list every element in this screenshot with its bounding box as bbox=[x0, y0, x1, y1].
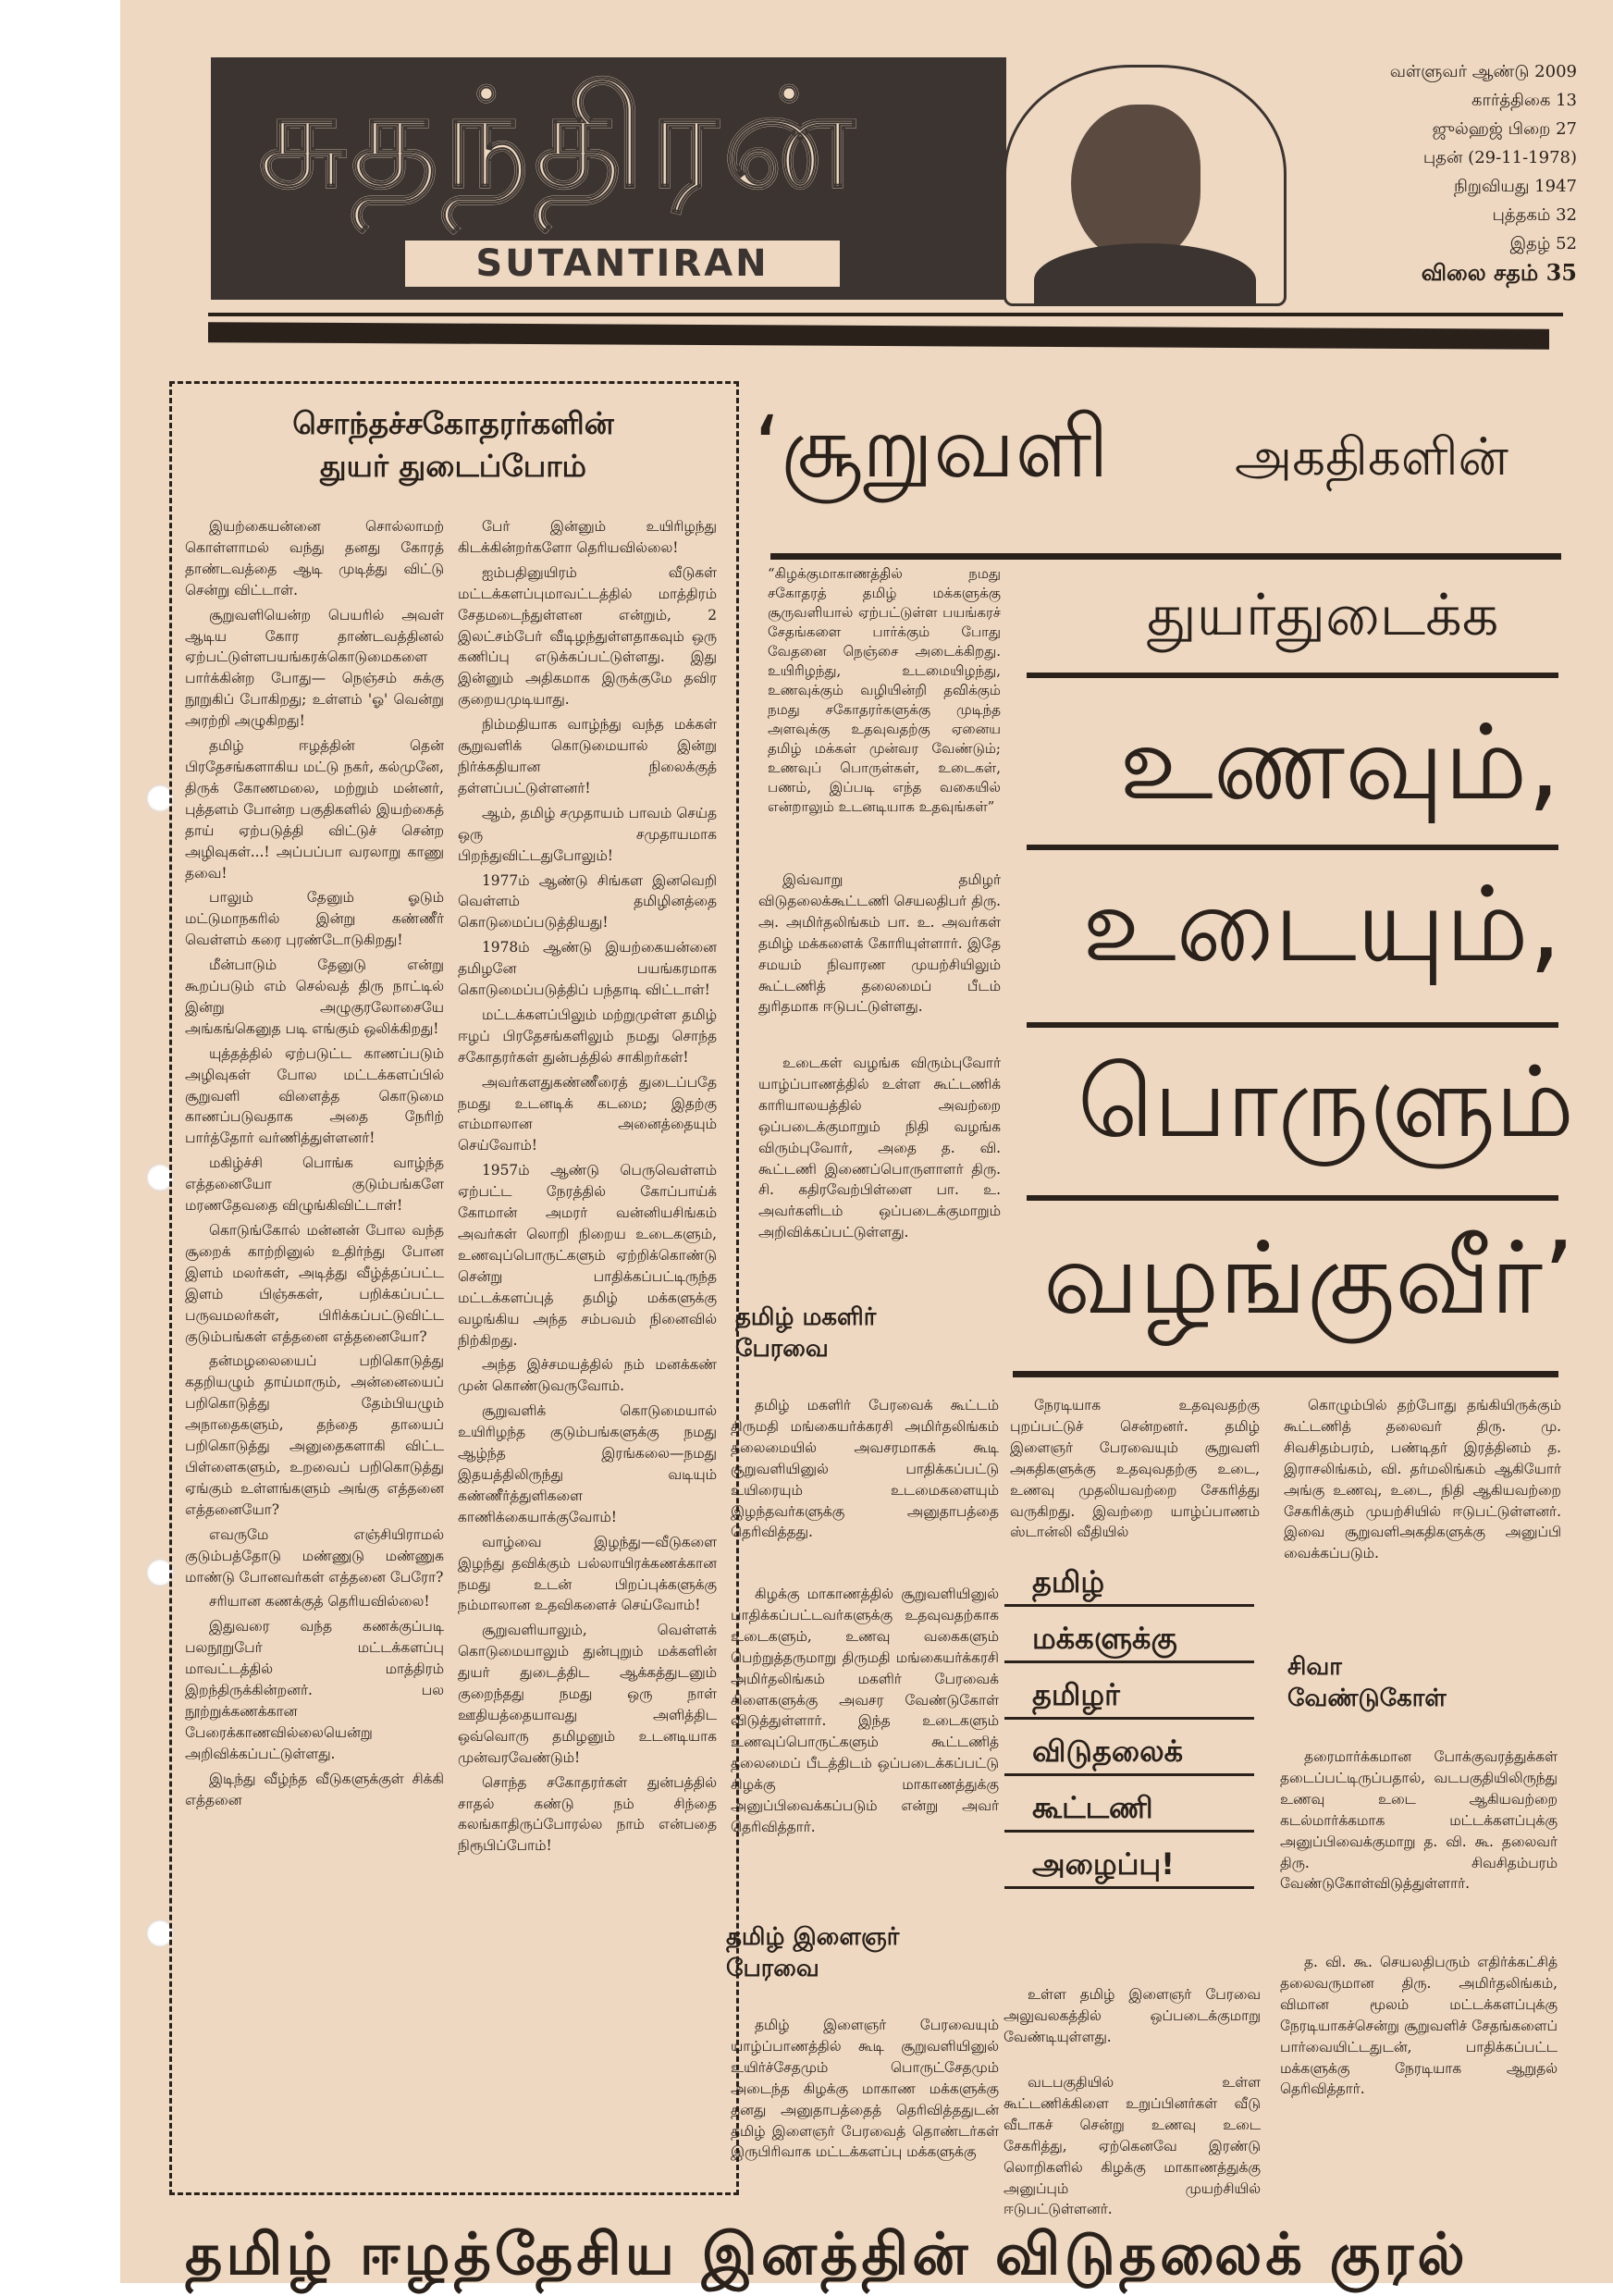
paragraph: இதுவரை வந்த கணக்குப்படி பலநூறுபேர் மட்டக்களப்பு மாவட்டத்தில் மாத்திரம் இறந்திருக்கின்றனர். பல நூற்றுக்கணக்கான பேரைக்காணவில்லையென்று அறிவிக்கப்பட்டுள்ளது. bbox=[185, 1618, 444, 1762]
paragraph: ஆம், தமிழ் சமுதாயம் பாவம் செய்த ஒரு சமுதாயமாக பிறந்துவிட்டதுபோலும்! bbox=[458, 804, 717, 864]
amirthalingam-visit-text bbox=[1280, 1952, 1558, 2220]
appeal-line-1: தமிழ் bbox=[1004, 1550, 1254, 1607]
appeal-line-3: தமிழர் bbox=[1004, 1663, 1254, 1720]
masthead-rule-thin bbox=[208, 313, 1563, 316]
paragraph: பேர் இன்னும் உயிரிழந்து கிடக்கின்றர்களோ தெரியவில்லை! bbox=[458, 518, 717, 556]
headline-rule bbox=[1027, 1022, 1558, 1028]
masthead-english-title: SUTANTIRAN bbox=[405, 241, 840, 287]
paragraph: சூறுவளியென்ற பெயரில் அவள் ஆடிய கோர தாண்டவத்தினல் ஏற்பட்டுள்ளபயங்கரக்கொடுமைகளை பார்க்கின்ற போது— நெஞ்சம் சுக்கு நூறுகிப் போகிறது; உள்ளம் 'ஓ' வென்று அரற்றி அழுகிறது! bbox=[185, 606, 444, 730]
left-article-headline bbox=[185, 402, 721, 488]
paragraph: நேரடியாக உதவுவதற்கு புறப்பட்டுச் சென்றனர். தமிழ் இளைஞர் பேரவையும் சூறுவளி அகதிகளுக்கு உதவுவதற்கு உடை, உணவு முதலியவற்றை சேகரித்து வருகிறது. இவற்றை யாழ்ப்பாணம் ஸ்டான்லி வீதியில் bbox=[1010, 1397, 1260, 1541]
northern-branches-text bbox=[1004, 2072, 1261, 2220]
headline-rule bbox=[1027, 845, 1558, 850]
appeal-line-2: மக்களுக்கு bbox=[1004, 1607, 1254, 1663]
youth-front-continued bbox=[1010, 1395, 1260, 1550]
main-headline-word-2: அகதிகளின் bbox=[1235, 427, 1508, 488]
left-headline-line1: சொந்தச்சகோதரர்களின் bbox=[292, 405, 614, 441]
paragraph: ஐம்பதினுயிரம் வீடுகள் மட்டக்களப்புமாவட்டத்தில் மாத்திரம் சேதமடைந்துள்ளன என்றும், 2 இலட்சம்பேர் வீடிழந்துள்ளதாகவும் ஒரு கணிப்பு எடுக்கப்பட்டுள்ளது. இது இன்னும் அதிகமாக இருக்குமே தவிர குறையமுடியாது. bbox=[458, 563, 717, 709]
paragraph: எவருமே எஞ்சியிராமல் குடும்பத்தோடு மண்ணுடு மண்ணுக மாண்டு போனவர்கள் எத்தனை பேரோ? bbox=[185, 1525, 444, 1586]
headline-rule bbox=[1027, 1195, 1558, 1201]
main-headline-word-1: ‘சூறுவளி bbox=[754, 398, 1109, 497]
paragraph: தன்மழலையைப் பறிகொடுத்து கதறியழும் தாய்மாரும், அன்னையைப் பறிகொடுத்து தேம்பியழும் அநாதைகளும், தந்தை தாயைப் பறிகொடுத்து அனுதைகளாகி விட்ட பிள்ளைகளும், உறவைப் பறிகொடுத்து ஏங்கும் உள்ளங்களும் அங்கு எத்தனை எத்தனையோ? bbox=[185, 1352, 444, 1518]
left-article-column-1 bbox=[185, 516, 444, 2177]
center-intro bbox=[758, 870, 1001, 1043]
dateline-era: வள்ளுவர் ஆண்டு 2009 bbox=[1389, 62, 1577, 81]
main-headline-word-6: பொருளும் bbox=[1077, 1045, 1575, 1159]
youth-front-subhead: தமிழ் இளைஞர் பேரவை bbox=[726, 1923, 900, 1982]
womens-front-text-2 bbox=[731, 1584, 999, 1894]
headline-rule bbox=[1027, 673, 1558, 678]
colombo-leaders-text bbox=[1284, 1395, 1561, 1626]
dateline-founded: நிறுவியது 1947 bbox=[1453, 177, 1577, 196]
paragraph: தமிழ் ஈழத்தின் தென் பிரதேசங்களாகிய மட்டு நகர், கல்முனே, திருக் கோணமலை, மற்றும் மன்னர், புத்தளம் போன்ற பகுதிகளில் இயற்கைத் தாய் ஏற்படுத்தி விட்டுச் சென்ற அழிவுகள்...! அப்பப்பா வரலாறு காணு தவை! bbox=[185, 737, 444, 882]
paragraph: இவ்வாறு தமிழர் விடுதலைக்கூட்டணி செயலதிபர் திரு. அ. அமிர்தலிங்கம் பா. உ. அவர்கள் தமிழ் மக்களைக் கோரியுள்ளார். இதே சமயம் நிவாரண முயற்சியிலும் கூட்டணித் தலைமைப் பீடம் துரிதமாக ஈடுபட்டுள்ளது. bbox=[758, 871, 1001, 1016]
left-headline-line2: துயர் துடைப்போம் bbox=[319, 448, 587, 484]
youth-front-text bbox=[731, 2015, 999, 2216]
paragraph: த. வி. கூ. செயலதிபரும் எதிர்க்கட்சித் தலைவருமான திரு. அமிர்தலிங்கம், விமான மூலம் மட்டக்களப்புக்கு நேரடியாகச்சென்று சூறுவளிச் சேதங்களைப் பார்வையிட்டதுடன், பாதிக்கப்பட்ட மக்களுக்கு நேரடியாக ஆறுதல் தெரிவித்தார். bbox=[1280, 1954, 1558, 2098]
paragraph: 1977ம் ஆண்டு சிங்கள இனவெறி வெள்ளம் தமிழினத்தை கொடுமைப்படுத்தியது! bbox=[458, 871, 717, 932]
dateline-month: கார்த்திகை 13 bbox=[1471, 91, 1577, 110]
main-headline-word-5: உடையும், bbox=[1082, 865, 1562, 985]
paragraph: வடபகுதியில் உள்ள கூட்டணிக்கிளை உறுப்பினர்கள் வீடு வீடாகச் சென்று உணவு உடை சேகரித்து, ஏற்கெனவே இரண்டு லொறிகளில் கிழக்கு மாகாணத்துக்கு அனுப்பும் முயற்சியில் ஈடுபட்டுள்ளனர். bbox=[1004, 2074, 1261, 2218]
paragraph: தரைமார்க்கமான போக்குவரத்துக்கள் தடைப்பட்டிருப்பதால், வடபகுதியிலிருந்து உணவு உடை ஆகியவற்றை கடல்மார்க்கமாக மட்டக்களப்புக்கு அனுப்பிவைக்குமாறு த. வி. கூ. தலைவர் திரு. சிவசிதம்பரம் வேண்டுகோள்விடுத்துள்ளார். bbox=[1280, 1748, 1558, 1893]
paragraph: கொழும்பில் தற்போது தங்கியிருக்கும் கூட்டணித் தலைவர் திரு. மு. சிவசிதம்பரம், பண்டிதர் இரத்தினம் த. இராசலிங்கம், வி. தர்மலிங்கம் ஆகியோர் அங்கு உணவு, உடை, நிதி ஆகியவற்றை சேகரிக்கும் முயற்சியில் ஈடுபட்டுள்ளனர். இவை சூறுவளிஅகதிகளுக்கு அனுப்பி வைக்கப்படும். bbox=[1284, 1397, 1561, 1562]
tulf-appeal-box bbox=[1004, 1550, 1254, 1889]
dateline bbox=[1323, 57, 1577, 287]
dateline-volume: புத்தகம் 32 bbox=[1492, 205, 1577, 225]
paragraph: சொந்த சகோதரர்கள் துன்பத்தில் சாதல் கண்டு நம் சிந்தை கலங்காதிருப்போரல்ல நாம் என்பதை நிரூபிப்போம்! bbox=[458, 1773, 717, 1855]
paragraph: நிம்மதியாக வாழ்ந்து வந்த மக்கள் சூறுவளிக் கொடுமையால் இன்று நிர்க்கதியான நிலைக்குத் தள்ளப்பட்டுள்ளனர்! bbox=[458, 716, 717, 796]
appeal-line-5: கூட்டணி bbox=[1004, 1776, 1254, 1833]
youth-front-office-text bbox=[1004, 1984, 1261, 2058]
dateline-hijri: ஜுல்ஹஜ் பிறை 27 bbox=[1432, 119, 1577, 139]
paragraph: அந்த இச்சமயத்தில் நம் மனக்கண் முன் கொண்டுவருவோம். bbox=[458, 1356, 717, 1395]
paragraph: மீன்பாடும் தேனுடு என்று கூறப்படும் எம் செல்வத் திரு நாட்டில் இன்று அழுகுரலோசையே அங்கங்கெனுத படி எங்கும் ஒலிக்கிறது! bbox=[185, 957, 444, 1037]
paragraph: சூறுவளியாலும், வெள்ளக் கொடுமையாலும் துன்புறும் மக்களின் துயர் துடைத்திட ஆக்கத்துடனும் குறைந்தது நமது ஒரு நாள் ஊதியத்தையாவது அளித்திட ஒவ்வொரு தமிழனும் உடனடியாக முன்வரவேண்டும்! bbox=[458, 1622, 717, 1766]
paragraph: 1978ம் ஆண்டு இயற்கையன்னை தமிழனே பயங்கரமாக கொடுமைப்படுத்திப் பந்தாடி விட்டாள்! bbox=[458, 939, 717, 999]
paragraph: அவர்களதுகண்ணீரைத் துடைப்பதே நமது உடனடிக் கடமை; இதற்கு எம்மாலான அனைத்தையும் செய்வோம்! bbox=[458, 1073, 717, 1154]
paragraph: மட்டக்களப்பிலும் மற்றுமுள்ள தமிழ் ஈழப் பிரதேசங்களிலும் நமது சொந்த சகோதரர்கள் துன்பத்தில் சாகிறர்கள்! bbox=[458, 1006, 717, 1066]
paragraph: மகிழ்ச்சி பொங்க வாழ்ந்த எத்தனையோ குடும்பங்களே மரணதேவதை விழுங்கிவிட்டாள்! bbox=[185, 1154, 444, 1215]
masthead-title: சுதந்திரன் bbox=[257, 57, 858, 220]
paragraph: தமிழ் மகளிர் பேரவைக் கூட்டம் திருமதி மங்கையர்க்கரசி அமிர்தலிங்கம் தலைமையில் அவசரமாகக் கூடி சூறுவளியினுல் பாதிக்கப்பட்டு உயிரையும் உடமைகளையும் இழந்தவர்களுக்கு அனுதாபத்தை தெரிவித்தது. bbox=[731, 1397, 999, 1541]
womens-front-subhead: தமிழ் மகளிர் பேரவை bbox=[735, 1303, 877, 1363]
paragraph: கொடுங்கோல் மன்னன் போல வந்த சூறைக் காற்றினுல் உதிர்ந்து போன இளம் மலர்கள், அடித்து வீழ்த்தப்பட்ட இளம் பிஞ்சுகள், பறிக்கப்பட்ட பருவமலர்கள், பிரிக்கப்பட்டுவிட்ட குடும்பங்கள் எத்தனை எத்தனையோ? bbox=[185, 1222, 444, 1345]
paragraph: சரியான கணக்குத் தெரியவில்லை! bbox=[209, 1593, 430, 1611]
center-donation-info bbox=[758, 1053, 1001, 1284]
price: விலை சதம் 35 bbox=[1421, 259, 1577, 286]
left-article-column-2 bbox=[458, 516, 717, 2177]
paragraph: வாழ்வை இழந்து—வீடுகளை இழந்து தவிக்கும் பல்லாயிரக்கணக்கான நமது உடன் பிறப்புக்களுக்கு நம்மாலான உதவிகளைச் செய்வோம்! bbox=[458, 1533, 717, 1614]
paragraph: கிழக்கு மாகாணத்தில் சூறுவளியினுல் பாதிக்கப்பட்டவர்களுக்கு உதவுவதற்காக உடைகளும், உணவு வகைகளும் பெற்றுத்தருமாறு திருமதி மங்கையர்க்கரசி அமிர்தலிங்கம் மகளிர் பேரவைக் கிளைகளுக்கு அவசர வேண்டுகோள் விடுத்துள்ளார். இந்த உடைகளும் உணவுப்பொருட்களும் கூட்டணித் தலைமைப் பீடத்திடம் ஒப்படைக்கப்பட்டு கிழக்கு மாகாணத்துக்கு அனுப்பிவைக்கப்படும் என்று அவர் தெரிவித்தார். bbox=[731, 1586, 999, 1835]
main-headline-word-7: வழங்குவீர்’ bbox=[1043, 1221, 1575, 1337]
siva-appeal-text bbox=[1280, 1747, 1558, 1936]
dateline-issue: இதழ் 52 bbox=[1509, 234, 1577, 253]
paragraph: தமிழ் இளைஞர் பேரவையும் யாழ்ப்பாணத்தில் கூடி சூறுவளியினுல் உயிர்ச்சேதமும் பொருட்சேதமும் அடைந்த கிழக்கு மாகாண மக்களுக்கு தனது அனுதாபத்தைத் தெரிவித்ததுடன் தமிழ் இளைஞர் பேரவைத் தொண்டர்கள் இருபிரிவாக மட்டக்களப்பு மக்களுக்கு bbox=[731, 2017, 999, 2161]
footer-slogan: தமிழ் ஈழத்தேசிய இனத்தின் விடுதலைக் குரல் bbox=[185, 2220, 1469, 2288]
paragraph: 1957ம் ஆண்டு பெருவெள்ளம் ஏற்பட்ட நேரத்தில் கோப்பாய்க் கோமான் அமரர் வன்னியசிங்கம் அவர்கள் லொறி நிறைய உடைகளும், உணவுப்பொருட்களும் ஏற்றிக்கொண்டு சென்று பாதிக்கப்பட்டிருந்த மட்டக்களப்புத் தமிழ் மக்களுக்கு வழங்கிய அந்த சம்பவம் நினைவில் நிற்கிறது. bbox=[458, 1162, 717, 1349]
dateline-date: புதன் (29-11-1978) bbox=[1422, 148, 1577, 167]
portrait-head bbox=[1071, 105, 1201, 262]
appeal-line-6: அழைப்பு! bbox=[1004, 1833, 1254, 1889]
headline-rule bbox=[1013, 1371, 1558, 1377]
scan-margin bbox=[0, 0, 120, 2283]
paragraph: இயற்கையன்னை சொல்லாமற் கொள்ளாமல் வந்து தனது கோரத் தாண்டவத்தை ஆடி முடித்து விட்டு சென்று விட்டாள். bbox=[185, 518, 444, 599]
paragraph: பாலும் தேனும் ஓடும் மட்டுமாநகரில் இன்று கண்ணீர் வெள்ளம் கரை புரண்டோடுகிறது! bbox=[185, 889, 444, 949]
womens-front-text-1 bbox=[731, 1395, 999, 1552]
headline-rule bbox=[770, 553, 1561, 560]
leader-quote: “கிழக்குமாகாணத்தில் நமது சகோதரத் தமிழ் மக்களுக்கு சூருவளியால் ஏற்பட்டுள்ள பயங்கரச் சேதங்களை பார்க்கும் போது வேதனை நெஞ்சை அடைக்கிறது. உயிரிழந்து, உடமையிழந்து, உணவுக்கும் வழியின்றி தவிக்கும் நமது சகோதரர்களுக்கு முடிந்த அளவுக்கு உதவுவதற்கு ஏனைய தமிழ் மக்கள் முன்வர வேண்டும்; உணவுப் பொருள்கள், உடைகள், பணம், இப்படி எந்த வகையில் என்றாலும் உடனடியாக உதவுங்கள்” bbox=[768, 565, 1001, 815]
paragraph: இடிந்து வீழ்ந்த வீடுகளுக்குள் சிக்கி எத்தனை bbox=[185, 1770, 444, 1808]
main-headline-word-3: துயர்துடைக்க bbox=[1147, 581, 1499, 648]
paragraph: உடைகள் வழங்க விரும்புவோர் யாழ்ப்பாணத்தில் உள்ள கூட்டணிக் காரியாலயத்தில் அவற்றை ஒப்படைக்குமாறும் நிதி வழங்க விரும்புவோர், அதை த. வி. கூட்டணி இணைப்பொருளாளர் திரு. சி. கதிரவேற்பிள்ளை பா. உ. அவர்களிடம் ஒப்படைக்குமாறும் அறிவிக்கப்பட்டுள்ளது. bbox=[758, 1055, 1001, 1241]
masthead bbox=[211, 57, 1006, 300]
paragraph: உள்ள தமிழ் இளைஞர் பேரவை அலுவலகத்தில் ஒப்படைக்குமாறு வேண்டியுள்ளது. bbox=[1004, 1986, 1261, 2045]
paragraph: யுத்தத்தில் ஏற்படுட்ட காணப்படும் அழிவுகள் போல மட்டக்களப்பில் சூறுவளி விளைத்த கொடுமை காணப்படுவதாக அதை நேரிற் பார்த்தோர் வர்ணித்துள்ளனர்! bbox=[185, 1044, 444, 1147]
portrait-shoulders bbox=[1034, 243, 1256, 306]
appeal-line-4: விடுதலைக் bbox=[1004, 1720, 1254, 1776]
main-headline-word-4: உணவும், bbox=[1119, 703, 1561, 823]
siva-appeal-subhead: சிவா வேண்டுகோள் bbox=[1287, 1653, 1447, 1712]
founder-portrait-image bbox=[1004, 65, 1287, 306]
paragraph: சூறுவளிக் கொடுமையால் உயிரிழந்த குடும்பங்களுக்கு நமது ஆழ்ந்த இரங்கலை—நமது இதயத்திலிருந்து வடியும் கண்ணீர்த்துளிகளை காணிக்கையாக்குவோம்! bbox=[458, 1402, 717, 1525]
